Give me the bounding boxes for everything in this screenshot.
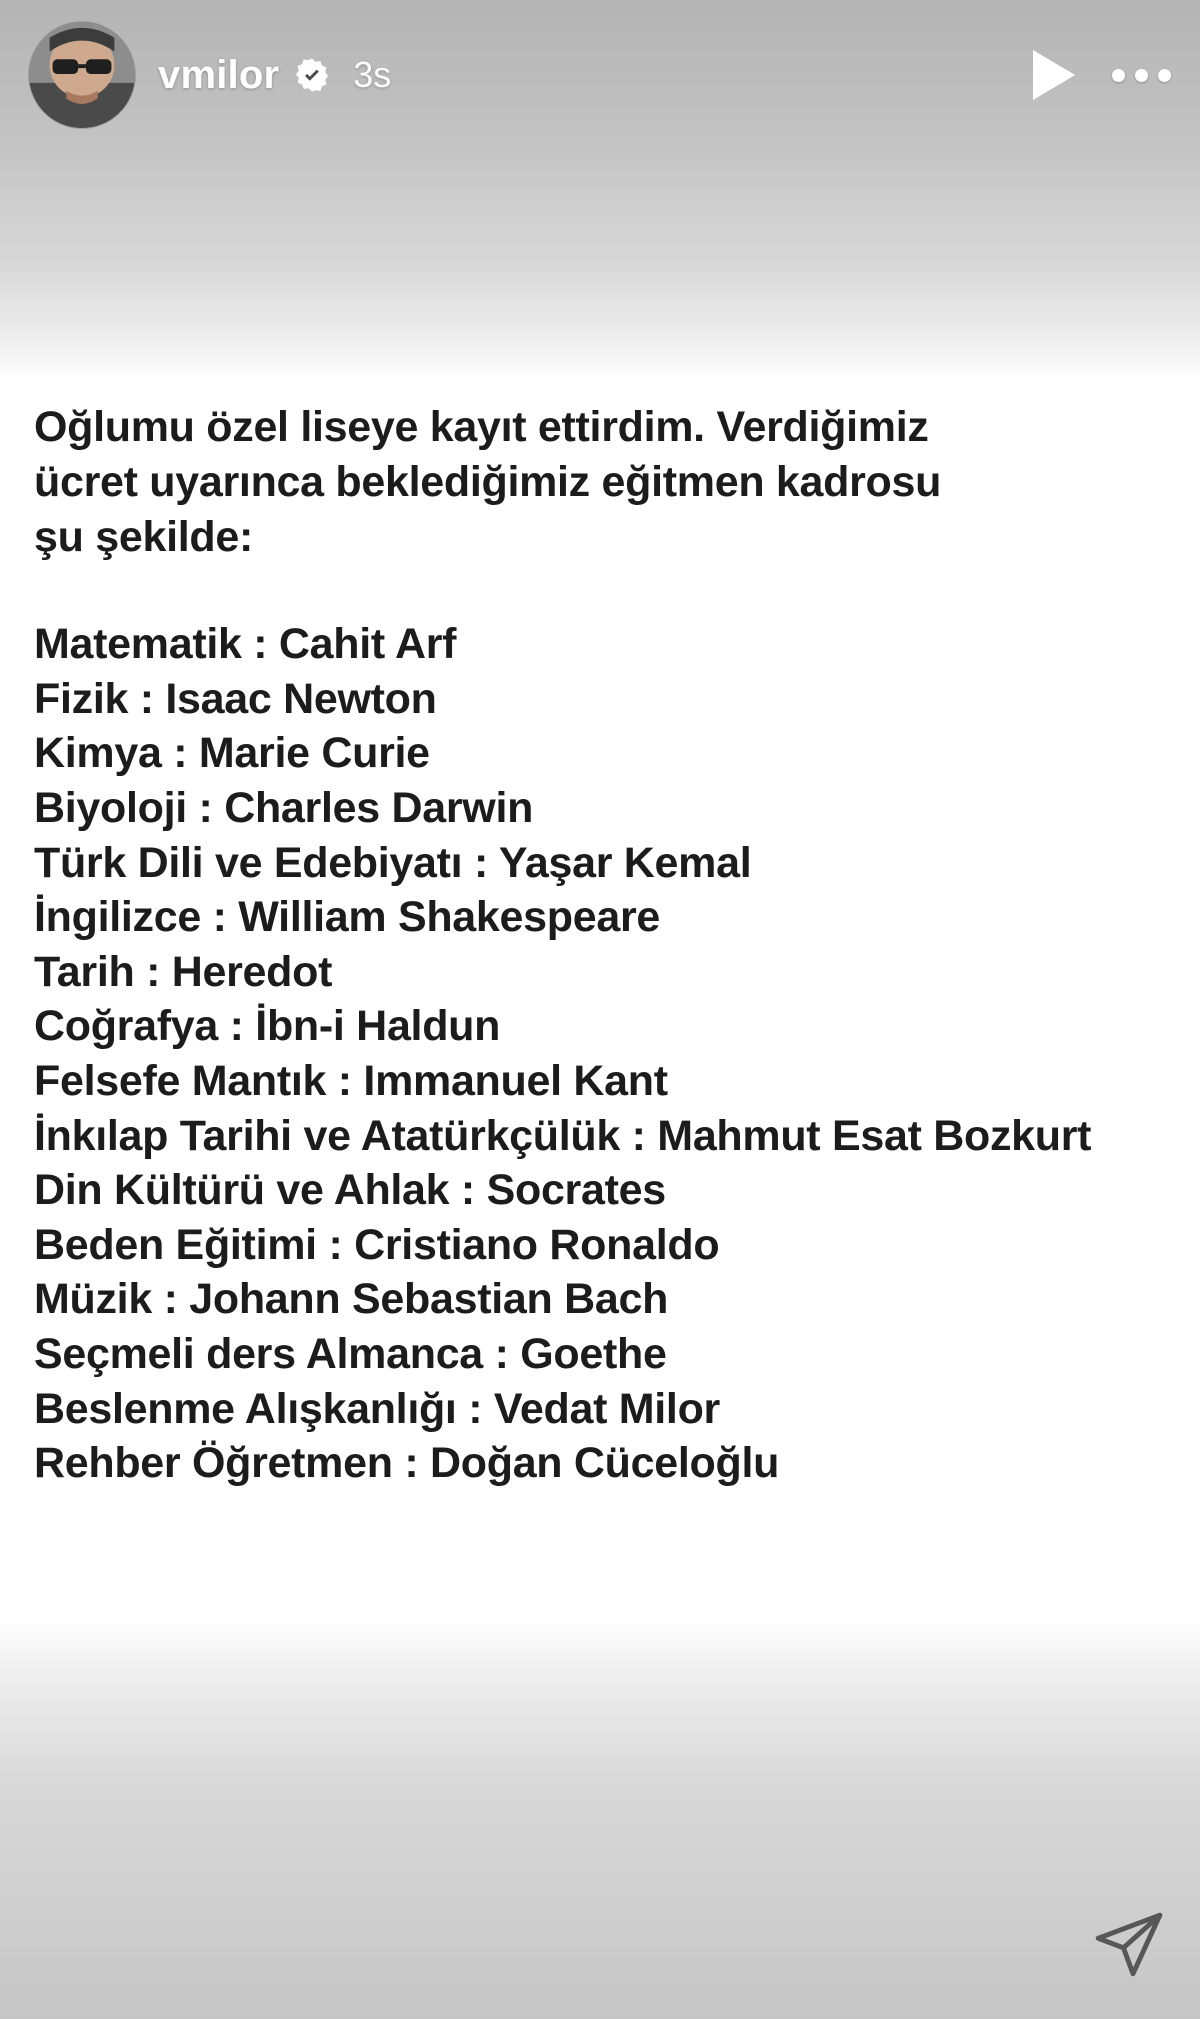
more-options-dots — [1112, 69, 1171, 82]
subject-list — [34, 617, 1166, 1491]
list-item: Kimya : Marie Curie — [34, 729, 430, 778]
list-item: İngilizce : William Shakespeare — [34, 893, 661, 942]
list-item: Rehber Öğretmen : Doğan Cüceloğlu — [34, 1439, 780, 1488]
list-item: Beden Eğitimi : Cristiano Ronaldo — [34, 1220, 720, 1269]
list-item: Din Kültürü ve Ahlak : Socrates — [34, 1166, 666, 1215]
play-icon[interactable] — [1022, 44, 1084, 106]
list-item: Biyoloji : Charles Darwin — [34, 783, 534, 832]
list-item: Coğrafya : İbn-i Haldun — [34, 1002, 501, 1051]
avatar[interactable] — [28, 21, 136, 129]
list-item: Seçmeli ders Almanca : Goethe — [34, 1330, 667, 1379]
list-item: Felsefe Mantık : Immanuel Kant — [34, 1056, 668, 1105]
story-timestamp: 3s — [353, 54, 392, 95]
story-background-bottom — [0, 1620, 1200, 2019]
list-item: Fizik : Isaac Newton — [34, 674, 437, 723]
story-intro-text: Oğlumu özel liseye kayıt ettirdim. Verdiğimiz ücret uyarınca beklediğimiz eğitmen kadrosu şu şekilde: — [34, 403, 942, 562]
list-item: Müzik : Johann Sebastian Bach — [34, 1275, 669, 1324]
story-text-content — [0, 400, 1200, 1491]
share-paper-plane-icon[interactable] — [1092, 1909, 1166, 1983]
list-item: Tarih : Heredot — [34, 947, 333, 996]
more-options-icon[interactable] — [1110, 44, 1172, 106]
list-item: Türk Dili ve Edebiyatı : Yaşar Kemal — [34, 838, 752, 887]
story-footer — [1092, 1909, 1166, 1983]
story-header — [0, 0, 1200, 150]
list-item: İnkılap Tarihi ve Atatürkçülük : Mahmut Esat Bozkurt — [34, 1111, 1092, 1160]
verified-badge-icon — [293, 56, 331, 94]
username[interactable]: vmilor — [158, 52, 280, 97]
list-item: Beslenme Alışkanlığı : Vedat Milor — [34, 1384, 720, 1433]
list-item: Matematik : Cahit Arf — [34, 620, 457, 669]
